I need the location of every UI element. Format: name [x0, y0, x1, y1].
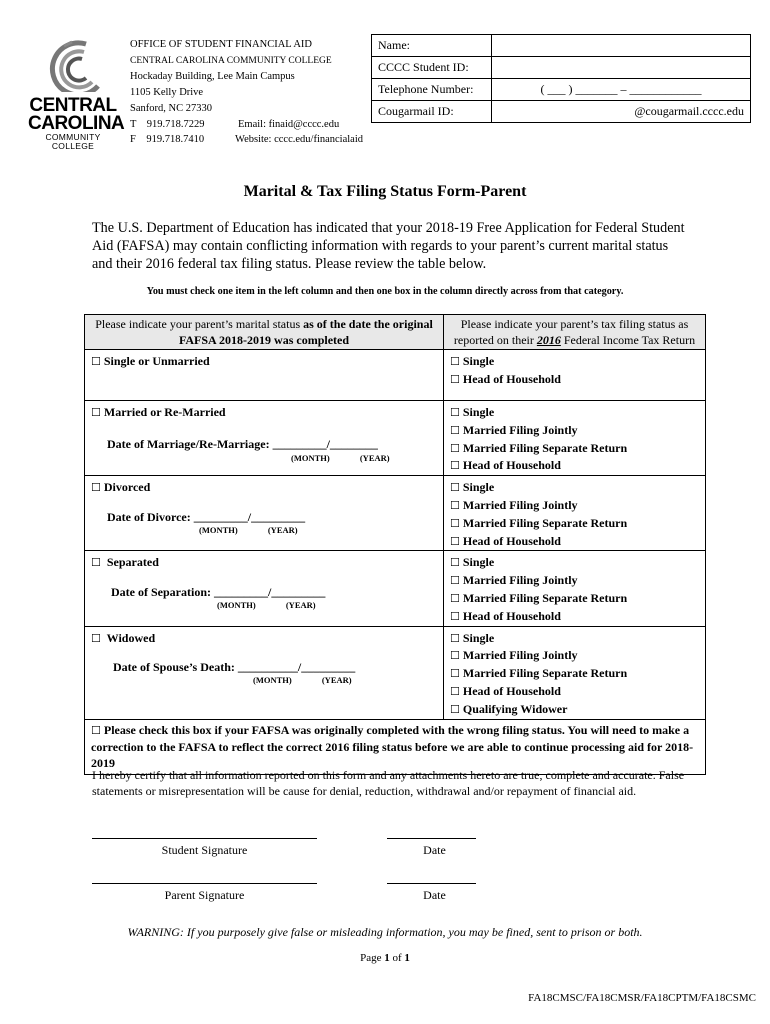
- parent-signature-label: Parent Signature: [164, 888, 245, 902]
- instruction: You must check one item in the left column and then one box in the column directly across from that category.: [146, 286, 624, 297]
- office-title: OFFICE OF STUDENT FINANCIAL AID: [130, 39, 313, 50]
- tax-options-married: ☐ Single ☐ Married Filing Jointly ☐ Married Filing Separate Return ☐ Head of Household: [444, 401, 706, 476]
- marital-status-header: Please indicate your parent’s marital status as of the date the original FAFSA 2018-2019 was completed: [85, 315, 444, 350]
- marital-row-divorced: ☐ Divorced Date of Divorce: _________/_________ (MONTH) (YEAR): [85, 476, 444, 551]
- tax-single-checkbox[interactable]: ☐: [450, 355, 460, 368]
- office-address: [130, 37, 364, 147]
- tax-status-header: Please indicate your parent’s tax filing status as reported on their 2016 Federal Income Tax Return: [444, 315, 706, 350]
- student-id-field[interactable]: [492, 57, 751, 79]
- certification-text: I hereby certify that all information reported on this form and any attachments hereto are true, complete and accurate. False statements or misrepresentation will be cause for denial, reduction, withdrawal and/or repayment of financial aid.: [92, 768, 685, 798]
- logo-text-community: COMMUNITY: [45, 132, 101, 142]
- single-unmarried-checkbox[interactable]: ☐: [91, 355, 101, 368]
- parent-date-label: Date: [423, 888, 446, 902]
- wrong-status-text: Please check this box if your FAFSA was originally completed with the wrong filing status. You will need to make a correction to the FAFSA to reflect the correct 2016 filing status before we are able to continue processing aid for 2018-2019: [91, 722, 694, 770]
- building: Hockaday Building, Lee Main Campus: [130, 71, 295, 82]
- name-field[interactable]: [492, 35, 751, 57]
- parent-date-line[interactable]: [387, 883, 476, 884]
- divorced-checkbox[interactable]: ☐: [91, 481, 101, 495]
- tax-options-widowed: ☐ Single ☐ Married Filing Jointly ☐ Married Filing Separate Return ☐ Head of Household ☐ Qualifying Widower: [444, 626, 706, 719]
- marital-row-widowed: ☐ Widowed Date of Spouse’s Death: __________/_________ (MONTH) (YEAR): [85, 626, 444, 719]
- marriage-date-field[interactable]: Date of Marriage/Re-Marriage: _________/________: [107, 436, 378, 451]
- college-name: CENTRAL CAROLINA COMMUNITY COLLEGE: [130, 56, 332, 66]
- spouse-death-date-field[interactable]: Date of Spouse’s Death: __________/_________: [113, 660, 356, 675]
- telephone-field[interactable]: ( ___ ) _______ – ____________: [492, 79, 751, 101]
- student-date-line[interactable]: [387, 838, 476, 839]
- form-code: FA18CMSC/FA18CMSR/FA18CPTM/FA18CSMC: [528, 992, 756, 1004]
- student-info-table: [371, 34, 751, 123]
- email: Email: finaid@cccc.edu: [238, 119, 340, 130]
- warning-text: WARNING: If you purposely give false or misleading information, you may be fined, sent to prison or both.: [127, 925, 643, 939]
- fax: F 919.718.7410: [130, 134, 205, 145]
- qualifying-widower-checkbox[interactable]: ☐: [450, 702, 460, 716]
- separated-checkbox[interactable]: ☐: [91, 556, 101, 570]
- tax-options-single: ☐ Single ☐ Head of Household: [444, 350, 706, 401]
- student-id-label: CCCC Student ID:: [372, 57, 492, 79]
- student-signature-label: Student Signature: [161, 843, 248, 857]
- separation-date-field[interactable]: Date of Separation: _________/_________: [111, 585, 326, 600]
- page-title: Marital & Tax Filing Status Form-Parent: [243, 183, 527, 200]
- street: 1105 Kelly Drive: [130, 87, 204, 98]
- name-label: Name:: [372, 35, 492, 57]
- intro-paragraph: The U.S. Department of Education has indicated that your 2018-19 Free Application for Federal Student Aid (FAFSA) may contain conflicting information with regards to your parent’s current marital status and their 2016 federal tax filing status. Please review the table below.: [92, 220, 685, 272]
- student-date-label: Date: [423, 843, 446, 857]
- city: Sanford, NC 27330: [130, 103, 212, 114]
- wrong-status-checkbox[interactable]: ☐: [91, 723, 101, 737]
- website: Website: cccc.edu/financialaid: [235, 134, 364, 145]
- cougarmail-field[interactable]: @cougarmail.cccc.edu: [492, 101, 751, 123]
- student-signature-line[interactable]: [92, 838, 317, 839]
- widowed-checkbox[interactable]: ☐: [91, 631, 101, 645]
- page-number: Page 1 of 1: [360, 952, 410, 964]
- tax-options-divorced: ☐ Single ☐ Married Filing Jointly ☐ Married Filing Separate Return ☐ Head of Household: [444, 476, 706, 551]
- logo-swirl-icon: [28, 40, 118, 92]
- phone: T 919.718.7229: [130, 119, 205, 130]
- logo-text-central: CENTRAL: [29, 95, 117, 116]
- tax-options-separated: ☐ Single ☐ Married Filing Jointly ☐ Married Filing Separate Return ☐ Head of Household: [444, 551, 706, 626]
- logo-text-carolina: CAROLINA: [28, 113, 125, 134]
- divorce-date-field[interactable]: Date of Divorce: _________/_________: [107, 509, 306, 524]
- telephone-label: Telephone Number:: [372, 79, 492, 101]
- cougarmail-label: Cougarmail ID:: [372, 101, 492, 123]
- single-unmarried-label: Single or Unmarried: [103, 354, 210, 368]
- status-table: [84, 314, 706, 775]
- logo-text-college: COLLEGE: [51, 141, 95, 151]
- marital-row-married: ☐ Married or Re-Married Date of Marriage/Re-Marriage: _________/________ (MONTH) (YEAR): [85, 401, 444, 476]
- married-checkbox[interactable]: ☐: [91, 406, 101, 419]
- college-logo: [28, 40, 125, 151]
- marital-row-separated: ☐ Separated Date of Separation: _________/_________ (MONTH) (YEAR): [85, 551, 444, 626]
- marital-row-single: [85, 350, 444, 401]
- tax-hoh-checkbox[interactable]: ☐: [450, 372, 460, 386]
- parent-signature-line[interactable]: [92, 883, 317, 884]
- wrong-status-row: [85, 719, 706, 774]
